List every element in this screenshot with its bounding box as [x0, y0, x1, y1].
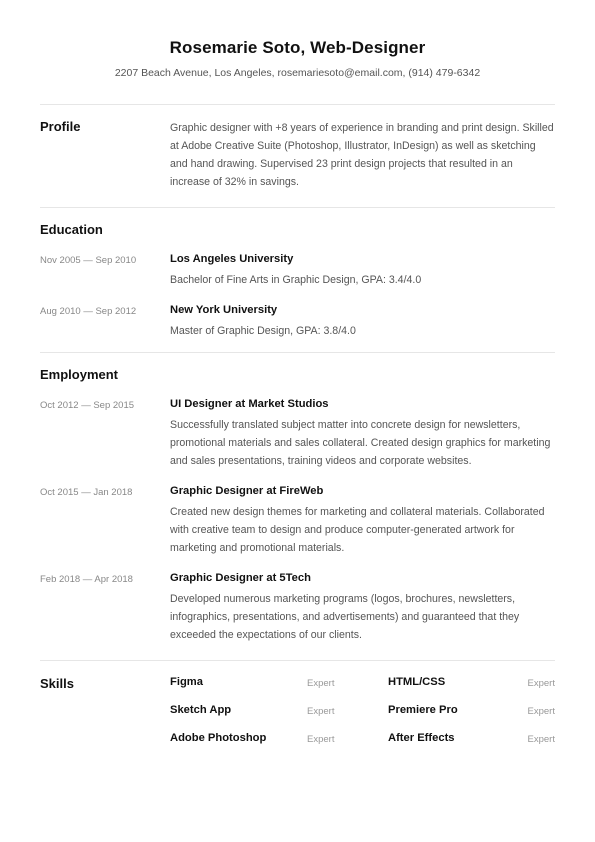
entry-date: Nov 2005 — Sep 2010	[40, 255, 137, 266]
job-title: UI Designer at Market Studios	[170, 398, 329, 410]
education-section	[0, 222, 595, 237]
school-name: New York University	[170, 304, 278, 316]
divider	[40, 352, 555, 353]
skill-level: Expert	[307, 706, 335, 717]
skills-section	[0, 676, 595, 745]
section-title-skills: Skills	[40, 676, 74, 691]
school-name: Los Angeles University	[170, 253, 294, 265]
job-title: Graphic Designer at 5Tech	[170, 572, 311, 584]
entry-date: Aug 2010 — Sep 2012	[40, 306, 137, 317]
degree-detail: Bachelor of Fine Arts in Graphic Design, GPA: 3.4/4.0	[170, 274, 422, 286]
profile-text: Graphic designer with +8 years of experience in branding and print design. Skilled at Adobe Creative Suite (Photoshop, Illustrator, InDesign) as well as sketching and hand drawing. Supervised 23 print design projects that resulted in an increase of 32% in savings.	[170, 122, 554, 188]
skill-level: Expert	[527, 706, 555, 717]
divider	[40, 660, 555, 661]
job-description: Developed numerous marketing programs (logos, brochures, newsletters, infographics, presentations, and advertisements) and guaranteed that they exceeded the expectations of our clients.	[170, 593, 520, 641]
employment-section	[0, 367, 595, 382]
section-title-profile: Profile	[40, 119, 81, 134]
contact-line: 2207 Beach Avenue, Los Angeles, rosemariesoto@email.com, (914) 479-6342	[114, 67, 481, 79]
divider	[40, 104, 555, 105]
resume-header	[0, 0, 595, 79]
skills-grid	[170, 676, 555, 745]
profile-section	[0, 119, 595, 191]
skill-name: HTML/CSS	[388, 676, 446, 688]
section-title-education: Education	[40, 222, 103, 237]
section-title-employment: Employment	[40, 367, 119, 382]
skill-name: After Effects	[388, 732, 455, 744]
entry-date: Oct 2015 — Jan 2018	[40, 487, 133, 498]
education-entry	[0, 253, 595, 289]
job-description: Created new design themes for marketing and collateral materials. Collaborated with creative team to design and produce computer-generated artwork for marketing and promotional materials.	[170, 506, 545, 554]
employment-entry	[0, 485, 595, 557]
entry-date: Feb 2018 — Apr 2018	[40, 574, 133, 585]
job-title: Graphic Designer at FireWeb	[170, 485, 324, 497]
skill-name: Premiere Pro	[388, 704, 458, 716]
education-entry	[0, 304, 595, 340]
job-description: Successfully translated subject matter into concrete design for newsletters, promotional materials and sales collateral. Created design graphics for marketing and sales presentations, training videos and corporate websites.	[170, 419, 551, 467]
employment-entry	[0, 398, 595, 470]
skill-level: Expert	[527, 734, 555, 745]
skill-name: Adobe Photoshop	[170, 732, 267, 744]
skill-level: Expert	[527, 678, 555, 689]
skill-name: Sketch App	[170, 704, 232, 716]
skill-level: Expert	[307, 678, 335, 689]
skill-name: Figma	[170, 676, 203, 688]
skill-level: Expert	[307, 734, 335, 745]
entry-date: Oct 2012 — Sep 2015	[40, 400, 135, 411]
degree-detail: Master of Graphic Design, GPA: 3.8/4.0	[170, 325, 356, 337]
employment-entry	[0, 572, 595, 644]
divider	[40, 207, 555, 208]
candidate-name: Rosemarie Soto, Web-Designer	[169, 38, 426, 57]
